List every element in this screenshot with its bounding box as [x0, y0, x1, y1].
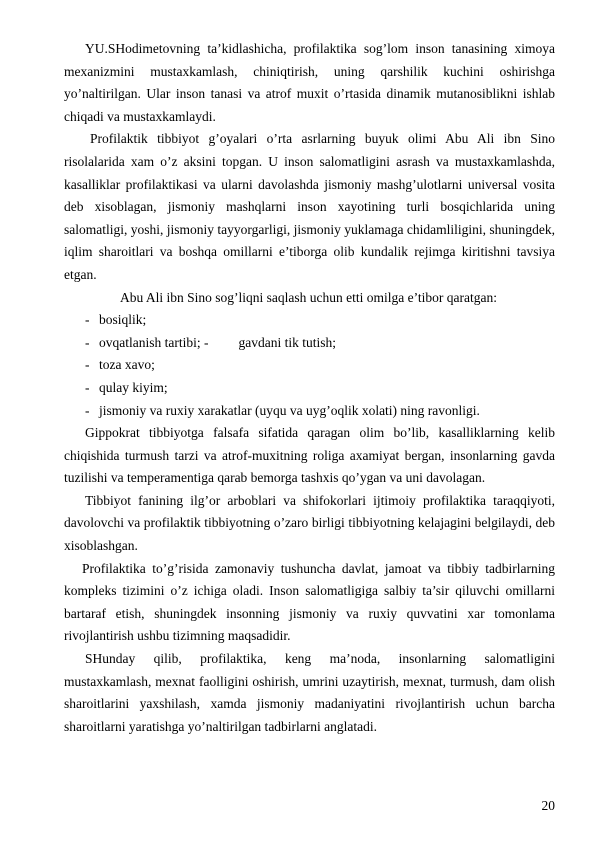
paragraph-ibn-sino: Profilaktik tibbiyot g’oyalari o’rta asrlarning buyuk olimi Abu Ali ibn Sino risolalarida xam o’z aksini topgan. U inson salomatligini asrash va mustaxkamlashda, kasalliklar profilaktikasi va ularni davolashda jismoniy mashg’ulotlarni universal vosita deb xisoblagan, jismoniy mashqlarni inson xayotining turli bosqichlarida uning salomatligi, yoshi, jismoniy tayyorgarligi, jismoniy yuklamaga chidamliligini, shuningdek, iqlim sharoitlari va boshqa omillarni e’tiborga olib kundalik rejimga kiritishni tavsiya etgan. — [64, 131, 555, 282]
paragraph-hodimetov: YU.SHodimetovning ta’kidlashicha, profilaktika sog’lom inson tanasining ximoya mexanizmini mustaxkamlash, chiniqtirish, uning qarshilik kuchini oshirishga yo’naltirilgan. Ular inson tanasi va atrof muxit o’rtasida dinamik mutanosiblikni ishlab chiqadi va mustaxkamlaydi. — [64, 41, 555, 124]
page-number: 20 — [541, 798, 555, 813]
document-page — [64, 38, 555, 738]
list-item-text: toza xavo; — [99, 357, 155, 373]
list-item-text: jismoniy va ruxiy xarakatlar (uyqu va uyg’oqlik xolati) ning ravonligi. — [99, 402, 480, 418]
list-item — [64, 400, 555, 423]
list-dash: - — [85, 357, 90, 373]
list-dash: - — [85, 334, 90, 350]
list-item — [64, 354, 555, 377]
list-item-text: qulay kiyim; — [99, 379, 168, 395]
paragraph-modern-concept: Profilaktika to’g’risida zamonaviy tushuncha davlat, jamoat va tibbiy tadbirlarning kompleks tizimini o’z ichiga oladi. Inson salomatligiga salbiy ta’sir qiluvchi omillarni bartaraf etish, shuningdek insonning jismoniy va ruxiy quvvatini xar tomonlama rivojlantirish ushbu tizimning maqsadidir. — [64, 560, 555, 644]
paragraph-gippokrat: Gippokrat tibbiyotga falsafa sifatida qaragan olim bo’lib, kasalliklarning kelib chiqishida turmush tarzi va atrof-muxitning roliga axamiyat bergan, insonlarning gavda tuzilishi va temperamentiga qarab bemorga tashxis qo’ygan va uni davolagan. — [64, 425, 555, 486]
list-item-text: gavdani tik tutish; — [238, 334, 336, 350]
list-item — [64, 377, 555, 400]
paragraph-social-prophylaxis: Tibbiyot fanining ilg’or arboblari va shifokorlari ijtimoiy profilaktika taraqqiyoti, davolovchi va profilaktik tibbiyotning o’zaro birligi tibbiyotning kelajagini belgilaydi, deb xisoblashgan. — [64, 492, 555, 554]
list-dash: - — [85, 379, 90, 395]
paragraph-conclusion: SHunday qilib, profilaktika, keng ma’noda, insonlarning salomatligini mustaxkamlash, mexnat faolligini oshirish, umrini uzaytirish, mexnat, turmush, dam olish sharoitlarini yaxshilash, xamda jismoniy madaniyatini rivojlantirish uchun barcha sharoitlarni yaratishga yo’naltirilgan tadbirlarni anglatadi. — [64, 651, 555, 734]
list-dash: - — [85, 312, 90, 328]
list-item — [64, 309, 555, 332]
factors-list — [64, 309, 555, 422]
list-dash: - — [85, 402, 90, 418]
list-item-text: ovqatlanish tartibi; - — [99, 334, 209, 350]
list-item-text: bosiqlik; — [99, 312, 147, 328]
list-item — [64, 332, 555, 355]
paragraph-seven-factors-intro: Abu Ali ibn Sino sog’liqni saqlash uchun etti omilga e’tibor qaratgan: — [120, 289, 497, 305]
